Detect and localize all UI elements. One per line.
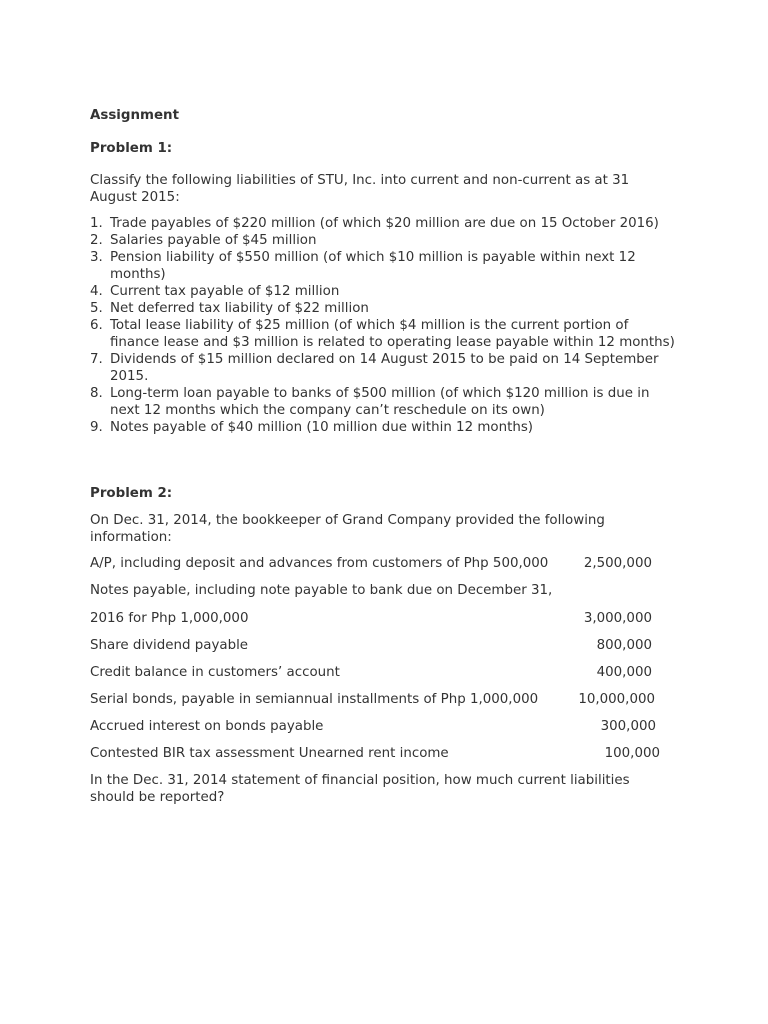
liability-row: [90, 664, 670, 681]
liability-row: [90, 582, 670, 599]
liability-row: [90, 691, 670, 708]
liability-label: Notes payable, including note payable to bank due on December 31,: [90, 583, 553, 598]
list-text: Notes payable of $40 million (10 million due within 12 months): [110, 420, 534, 435]
liability-label: Share dividend payable: [90, 638, 249, 653]
liability-row: [90, 555, 670, 572]
list-item: [90, 232, 680, 249]
list-number: 1.: [90, 216, 103, 231]
liability-row: [90, 718, 670, 735]
list-item: [90, 249, 680, 283]
liability-label: A/P, including deposit and advances from customers of Php 500,000: [90, 556, 549, 571]
problem-2-question: In the Dec. 31, 2014 statement of financial position, how much current liabilities should be reported?: [90, 773, 630, 805]
liability-row: [90, 637, 670, 654]
liability-label: Serial bonds, payable in semiannual installments of Php 1,000,000: [90, 692, 539, 707]
list-text: Dividends of $15 million declared on 14 August 2015 to be paid on 14 September 2015.: [110, 352, 659, 384]
liability-label: Credit balance in customers’ account: [90, 665, 340, 680]
liability-amount: 10,000,000: [578, 692, 655, 707]
problem-2-intro: On Dec. 31, 2014, the bookkeeper of Grand Company provided the following information:: [90, 513, 605, 545]
list-number: 7.: [90, 352, 103, 367]
liability-amount: 100,000: [604, 746, 660, 761]
liability-label: Contested BIR tax assessment Unearned rent income: [90, 746, 449, 761]
liability-label: Accrued interest on bonds payable: [90, 719, 324, 734]
list-item: [90, 300, 680, 317]
list-text: Total lease liability of $25 million (of which $4 million is the current portion of finance lease and $3 million is related to operating lease payable within 12 months): [110, 318, 675, 350]
list-number: 5.: [90, 301, 103, 316]
problem-1-heading: Problem 1:: [90, 141, 173, 156]
liability-amount: 300,000: [600, 719, 656, 734]
list-number: 2.: [90, 233, 103, 248]
list-number: 8.: [90, 386, 103, 401]
liability-amount: 3,000,000: [583, 611, 652, 626]
problem-1-intro: Classify the following liabilities of STU, Inc. into current and non-current as at 31 August 2015:: [90, 173, 630, 205]
list-number: 9.: [90, 420, 103, 435]
list-item: [90, 283, 680, 300]
list-number: 3.: [90, 250, 103, 265]
list-item: [90, 385, 680, 419]
problem-2-heading: Problem 2:: [90, 486, 173, 501]
list-item: [90, 215, 680, 232]
liability-row: [90, 610, 670, 627]
list-number: 4.: [90, 284, 103, 299]
list-text: Long-term loan payable to banks of $500 million (of which $120 million is due in next 12 months which the company can’t reschedule on its own): [110, 386, 650, 418]
list-number: 6.: [90, 318, 103, 333]
problem-1-list: [90, 215, 680, 436]
assignment-title: Assignment: [90, 108, 179, 123]
list-text: Current tax payable of $12 million: [110, 284, 340, 299]
liability-amount: 400,000: [596, 665, 652, 680]
liability-row: [90, 745, 670, 762]
list-item: [90, 351, 680, 385]
list-text: Salaries payable of $45 million: [110, 233, 317, 248]
list-text: Net deferred tax liability of $22 million: [110, 301, 369, 316]
list-text: Pension liability of $550 million (of which $10 million is payable within next 12 months): [110, 250, 636, 282]
list-item: [90, 317, 680, 351]
liability-amount: 800,000: [596, 638, 652, 653]
liability-amount: 2,500,000: [583, 556, 652, 571]
list-text: Trade payables of $220 million (of which $20 million are due on 15 October 2016): [110, 216, 659, 231]
liability-label: 2016 for Php 1,000,000: [90, 611, 249, 626]
list-item: [90, 419, 680, 436]
